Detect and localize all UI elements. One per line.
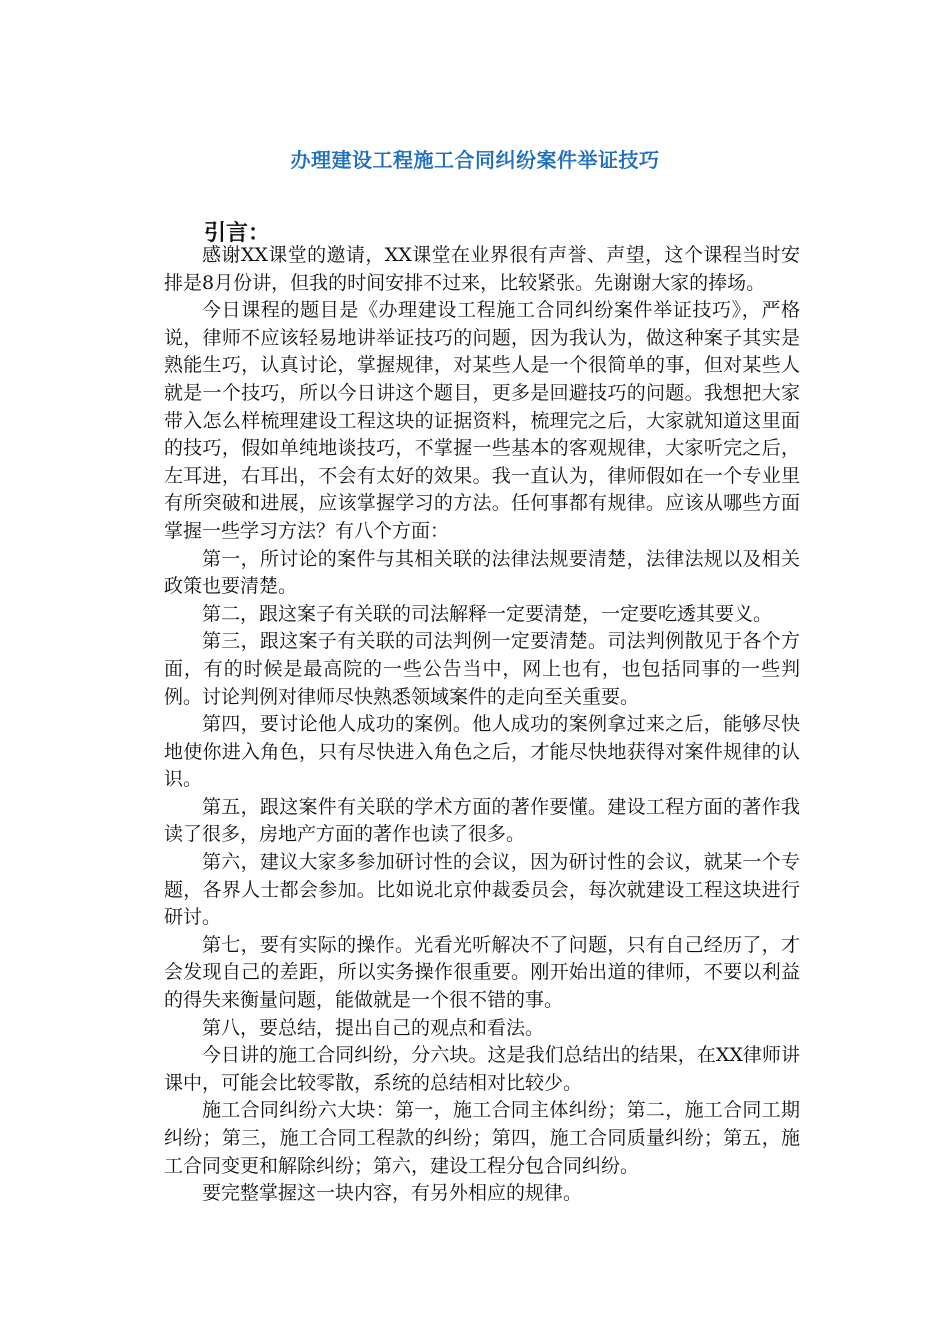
paragraph-six-parts-list: 施工合同纠纷六大块：第一，施工合同主体纠纷；第二，施工合同工期纠纷；第三，施工合同工程款的纠纷；第四，施工合同质量纠纷；第五，施工合同变更和解除纠纷；第六，建设工程分包合同纠纷。 <box>164 1099 800 1177</box>
paragraph-closing: 要完整掌握这一块内容，有另外相应的规律。 <box>202 1182 583 1205</box>
paragraph-topic: 今日课程的题目是《办理建设工程施工合同纠纷案件举证技巧》，严格说，律师不应该轻易地讲举证技巧的问题，因为我认为，做这种案子其实是熟能生巧，认真讨论，掌握规律，对某些人是一个很简单的事，但对某些人就是一个技巧，所以今日讲这个题目，更多是回避技巧的问题。我想把大家带入怎么样梳理建设工程这块的证据资料，梳理完之后，大家就知道这里面的技巧，假如单纯地谈技巧，不掌握一些基本的客观规律，大家听完之后，左耳进，右耳出，不会有太好的效果。我一直认为，律师假如在一个专业里有所突破和进展，应该掌握学习的方法。任何事都有规律。应该从哪些方面掌握一些学习方法？有八个方面： <box>164 299 800 542</box>
paragraph-point-7: 第七，要有实际的操作。光看光听解决不了问题，只有自己经历了，才会发现自己的差距，所以实务操作很重要。刚开始出道的律师，不要以利益的得失来衡量问题，能做就是一个很不错的事。 <box>164 933 800 1012</box>
paragraph-intro: 感谢XX课堂的邀请，XX课堂在业界很有声誉、声望，这个课程当时安排是8月份讲，但我的时间安排不过来，比较紧张。先谢谢大家的捧场。 <box>164 244 800 294</box>
section-heading: 引言： <box>204 220 271 246</box>
paragraph-point-6: 第六，建议大家多参加研讨性的会议，因为研讨性的会议，就某一个专题，各界人士都会参加。比如说北京仲裁委员会，每次就建设工程这块进行研讨。 <box>164 851 800 929</box>
paragraph-point-5: 第五，跟这案件有关联的学术方面的著作要懂。建设工程方面的著作我读了很多，房地产方面的著作也读了很多。 <box>164 795 800 846</box>
paragraph-point-3: 第三，跟这案子有关联的司法判例一定要清楚。司法判例散见于各个方面，有的时候是最高院的一些公告当中，网上也有，也包括同事的一些判例。讨论判例对律师尽快熟悉领域案件的走向至关重要。 <box>164 630 800 708</box>
document-title: 办理建设工程施工合同纠纷案件举证技巧 <box>290 148 660 172</box>
paragraph-point-2: 第二，跟这案子有关联的司法解释一定要清楚，一定要吃透其要义。 <box>202 602 773 625</box>
paragraph-point-1: 第一，所讨论的案件与其相关联的法律法规要清楚，法律法规以及相关政策也要清楚。 <box>164 547 800 598</box>
paragraph-point-8: 第八，要总结，提出自己的观点和看法。 <box>202 1016 545 1039</box>
paragraph-six-parts: 今日讲的施工合同纠纷，分六块。这是我们总结出的结果，在XX律师讲课中，可能会比较零散，系统的总结相对比较少。 <box>164 1044 800 1094</box>
paragraph-point-4: 第四，要讨论他人成功的案例。他人成功的案例拿过来之后，能够尽快地使你进入角色，只有尽快进入角色之后，才能尽快地获得对案件规律的认识。 <box>164 713 800 791</box>
document-body <box>164 242 800 1208</box>
